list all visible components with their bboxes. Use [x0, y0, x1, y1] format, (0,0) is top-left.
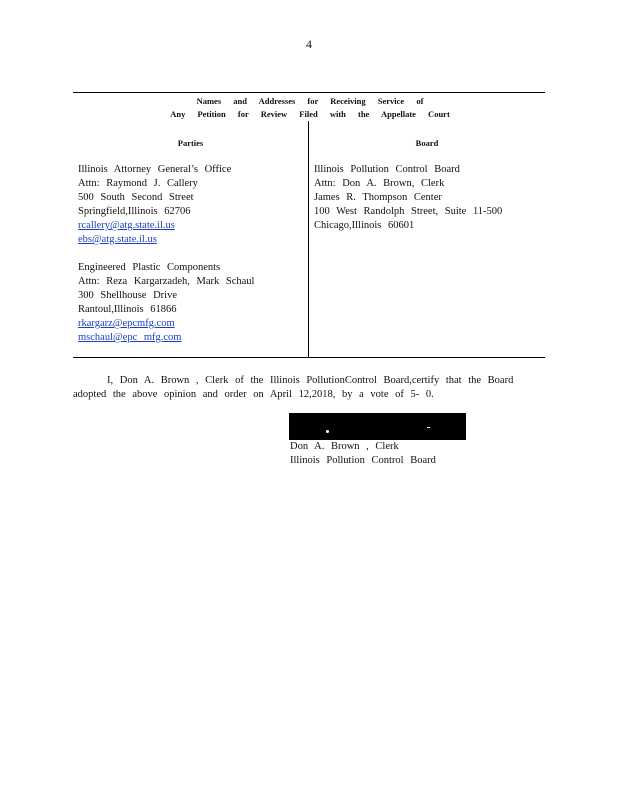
party-email-link[interactable]: rkargarz@epcmfg.com [78, 318, 175, 329]
certification-statement [73, 374, 545, 402]
board-line: Attn: Don A. Brown, Clerk [314, 178, 445, 189]
page-number: 4 [306, 37, 312, 51]
party-line: Rantoul,Illinois 61866 [78, 304, 177, 315]
party-line: Springfield,Illinois 62706 [78, 206, 191, 217]
board-line: James R. Thompson Center [314, 192, 442, 203]
party-email-link[interactable]: ebs@atg.state.il.us [78, 234, 157, 245]
column-divider [308, 121, 309, 357]
signer-name: Don A. Brown , Clerk [290, 441, 399, 452]
signer-block [290, 440, 436, 468]
signature-mark [427, 427, 430, 428]
party-engineered-plastic-components [78, 261, 254, 345]
party-email-link[interactable]: rcallery@atg.state.il.us [78, 220, 175, 231]
top-rule [73, 92, 545, 93]
party-email-link[interactable]: mschaul@epc mfg.com [78, 332, 182, 343]
bottom-rule [73, 357, 545, 358]
party-line: Attn: Reza Kargarzadeh, Mark Schaul [78, 276, 255, 287]
service-heading-line-1: Names and Addresses for Receiving Service of [196, 96, 424, 106]
signature-redaction [289, 413, 466, 440]
party-line: Attn: Raymond J. Callery [78, 178, 198, 189]
signature-mark [326, 430, 329, 433]
board-line: Chicago,Illinois 60601 [314, 220, 415, 231]
signer-org: Illinois Pollution Control Board [290, 455, 436, 466]
party-line: 500 South Second Street [78, 192, 194, 203]
certification-text: I, Don A. Brown , Clerk of the Illinois PollutionControl Board,certify that the Board adopted the above opinion and order on April 12,2018, by a vote of 5- 0. [73, 375, 514, 400]
party-line: 300 Shellhouse Drive [78, 290, 177, 301]
board-line: 100 West Randolph Street, Suite 11-500 [314, 206, 503, 217]
party-line: Engineered Plastic Components [78, 262, 221, 273]
party-line: Illinois Attorney General’s Office [78, 164, 232, 175]
party-attorney-general [78, 163, 231, 247]
board-column-heading: Board [415, 138, 439, 148]
board-address [314, 163, 502, 233]
parties-column-heading: Parties [177, 138, 204, 148]
board-line: Illinois Pollution Control Board [314, 164, 460, 175]
service-heading-line-2: Any Petition for Review Filed with the Appellate Court [170, 109, 450, 119]
